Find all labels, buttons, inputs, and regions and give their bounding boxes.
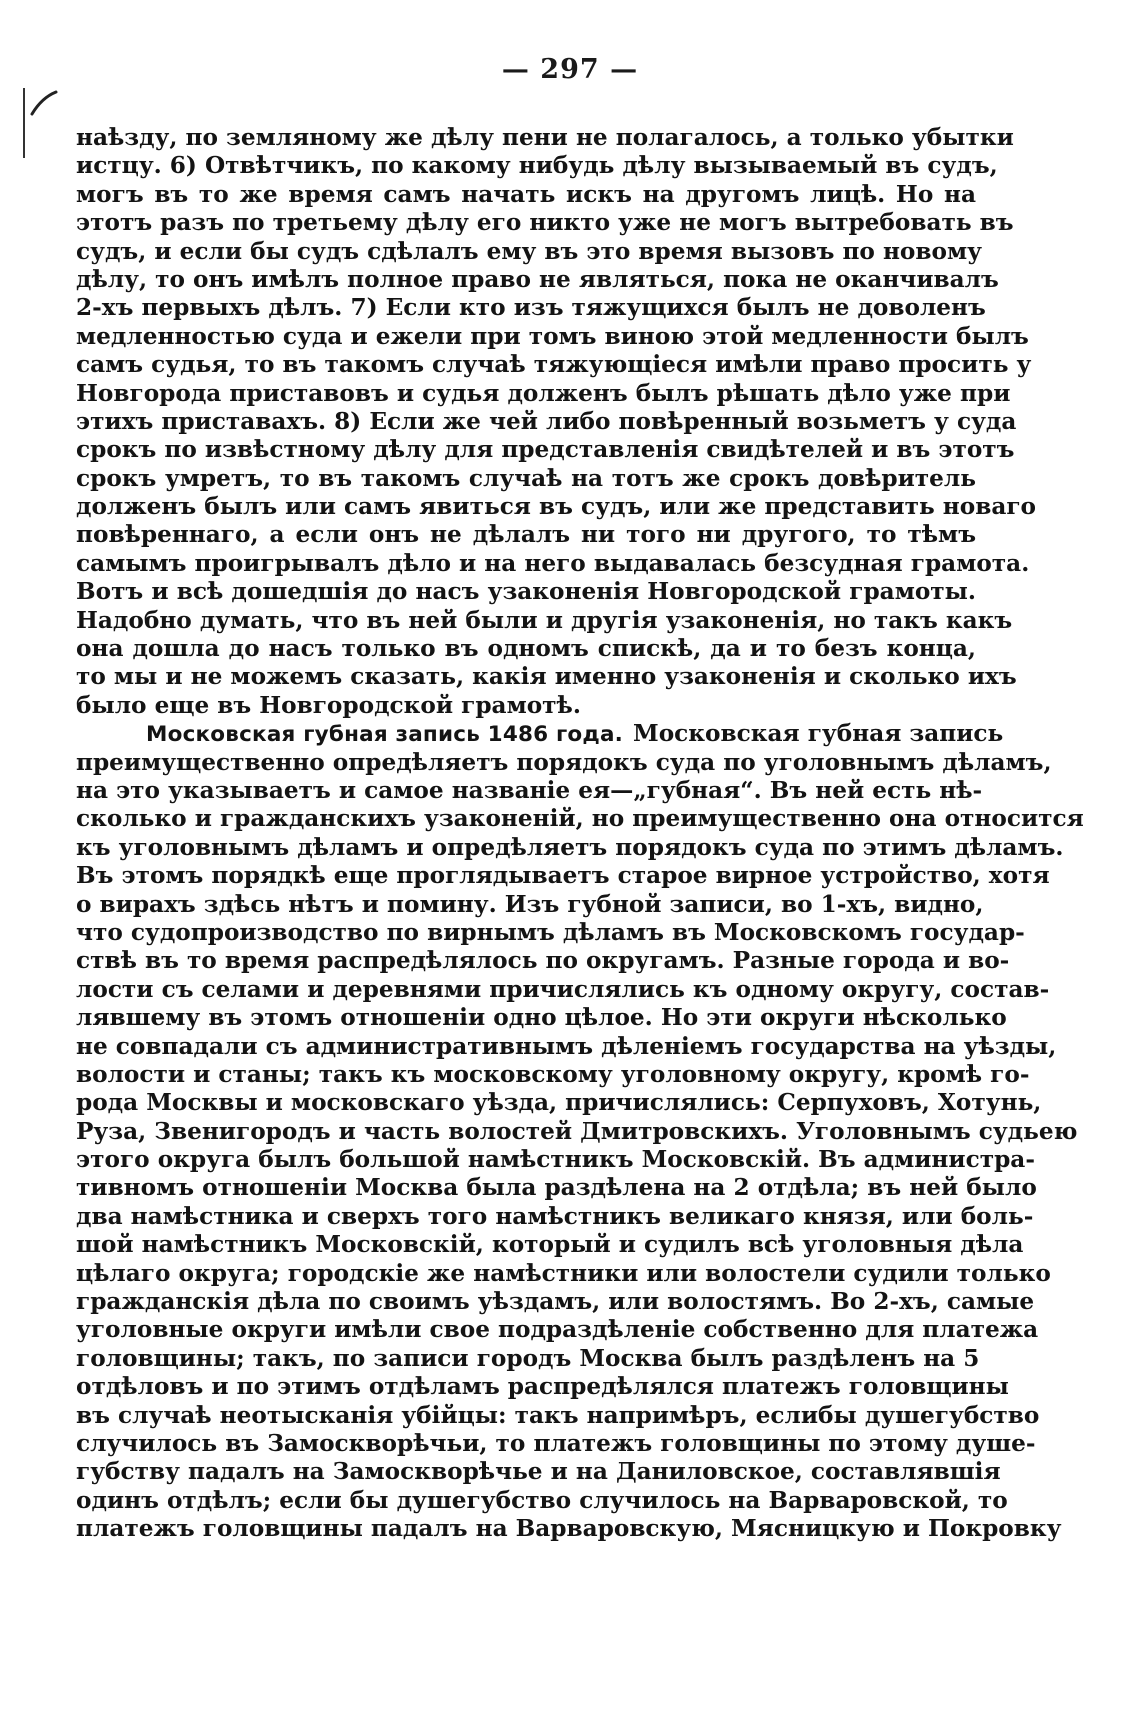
text-line: губству падалъ на Замоскворѣчье и на Даниловское, составлявшія: [76, 1458, 1001, 1486]
text-line: долженъ былъ или самъ явиться въ судъ, или же представить новаго: [76, 493, 1037, 521]
text-line: волости и станы; такъ къ московскому уголовному округу, кромѣ го-: [76, 1060, 1030, 1088]
text-line: рода Москвы и московскаго уѣзда, причислялись: Серпуховъ, Хотунь,: [76, 1089, 1042, 1117]
page-number: — 297 —: [501, 54, 639, 85]
text-line: самъ судья, то въ такомъ случаѣ тяжующіеся имѣли право просить у: [76, 351, 1032, 379]
text-line: на это указываетъ и самое названіе ея—„губная“. Въ ней есть нѣ-: [76, 776, 983, 804]
paragraph-heading-line: [76, 720, 1004, 748]
heading-line-text: Московская губная запись: [633, 720, 1004, 748]
text-line: что судопроизводство по вирнымъ дѣламъ въ Московскомъ государ-: [76, 918, 1025, 946]
text-line: цѣлаго округа; городскіе же намѣстники или волостели судили только: [76, 1259, 1051, 1287]
text-line: Надобно думать, что въ ней были и другія узаконенія, но такъ какъ: [76, 606, 1013, 634]
text-line: 2-хъ первыхъ дѣлъ. 7) Если кто изъ тяжущихся былъ не доволенъ: [76, 294, 986, 322]
text-line: медленностью суда и ежели при томъ виною этой медленности былъ: [76, 322, 1029, 350]
text-line: головщины; такъ, по записи городъ Москва былъ раздѣленъ на 5: [76, 1344, 980, 1372]
text-line: сколько и гражданскихъ узаконеній, но преимущественно она относится: [76, 805, 1084, 833]
text-line: преимущественно опредѣляетъ порядокъ суда по уголовнымъ дѣламъ,: [76, 748, 1052, 776]
text-line: Руза, Звенигородъ и часть волостей Дмитровскихъ. Уголовнымъ судьею: [76, 1117, 1078, 1145]
text-line: было еще въ Новгородской грамотѣ.: [76, 691, 581, 719]
text-line: въ случаѣ неотысканія убійцы: такъ напримѣръ, еслибы душегубство: [76, 1401, 1040, 1429]
text-line: Вотъ и всѣ дошедшія до насъ узаконенія Новгородской грамоты.: [76, 578, 976, 606]
text-line: лости съ селами и деревнями причислялись къ одному округу, состав-: [76, 975, 1050, 1003]
text-line: она дошла до насъ только въ одномъ спискѣ, да и то безъ конца,: [76, 635, 976, 663]
text-line: случилось въ Замоскворѣчьи, то платежъ головщины по этому душе-: [76, 1429, 1036, 1457]
text-line: наѣзду, по земляному же дѣлу пени не полагалось, а только убытки: [76, 124, 1014, 151]
text-line: два намѣстника и сверхъ того намѣстникъ великаго князя, или боль-: [76, 1202, 1034, 1230]
main-text: [76, 124, 1084, 1544]
text-line: шой намѣстникъ Московскій, который и судилъ всѣ уголовныя дѣла: [76, 1231, 1024, 1259]
text-line: самымъ проигрывалъ дѣло и на него выдавалась безсудная грамота.: [76, 549, 1030, 577]
text-line: этихъ приставахъ. 8) Если же чей либо повѣренный возьметъ у суда: [76, 407, 1017, 435]
text-line: повѣреннаго, а если онъ не дѣлалъ ни того ни другого, то тѣмъ: [76, 521, 976, 549]
text-line: о вирахъ здѣсь нѣтъ и помину. Изъ губной записи, во 1-хъ, видно,: [76, 890, 984, 918]
paragraph-moscow-record: [76, 748, 1084, 1544]
text-line: то мы и не можемъ сказать, какія именно узаконенія и сколько ихъ: [76, 663, 1017, 691]
text-line: уголовные округи имѣли свое подраздѣленіе собственно для платежа: [76, 1316, 1039, 1344]
text-line: лявшему въ этомъ отношеніи одно цѣлое. Но эти округи нѣсколько: [76, 1004, 1007, 1032]
text-line: отдѣловъ и по этимъ отдѣламъ распредѣлялся платежъ головщины: [76, 1373, 1009, 1401]
text-line: одинъ отдѣлъ; если бы душегубство случилось на Варваровской, то: [76, 1486, 1008, 1514]
text-line: срокъ по извѣстному дѣлу для представленія свидѣтелей и въ этотъ: [76, 436, 1015, 464]
text-line: срокъ умретъ, то въ такомъ случаѣ на тотъ же срокъ довѣритель: [76, 464, 976, 492]
text-line: могъ въ то же время самъ начать искъ на другомъ лицѣ. Но на: [76, 180, 976, 208]
paragraph-novgorod-charter: [76, 124, 1037, 720]
section-heading: Московская губная запись 1486 года.: [146, 722, 624, 748]
text-line: гражданскія дѣла по своимъ уѣздамъ, или волостямъ. Во 2-хъ, самые: [76, 1288, 1035, 1316]
text-line: судъ, и если бы судъ сдѣлалъ ему въ это время вызовъ по новому: [76, 237, 982, 265]
text-line: платежъ головщины падалъ на Варваровскую, Мясницкую и Покровку: [76, 1515, 1062, 1543]
pencil-mark-icon: [20, 80, 60, 160]
text-line: этотъ разъ по третьему дѣлу его никто уже не могъ вытребовать въ: [76, 209, 1014, 237]
text-line: тивномъ отношеніи Москва была раздѣлена на 2 отдѣла; въ ней было: [76, 1174, 1037, 1202]
text-line: истцу. 6) Отвѣтчикъ, по какому нибудь дѣлу вызываемый въ судъ,: [76, 152, 998, 180]
text-line: Въ этомъ порядкѣ еще проглядываетъ старое вирное устройство, хотя: [76, 862, 1050, 890]
text-line: дѣлу, то онъ имѣлъ полное право не являться, пока не оканчивалъ: [76, 265, 999, 293]
text-line: этого округа былъ большой намѣстникъ Московскій. Въ администра-: [76, 1146, 1035, 1174]
text-line: не совпадали съ административнымъ дѣленіемъ государства на уѣзды,: [76, 1032, 1057, 1060]
text-line: къ уголовнымъ дѣламъ и опредѣляетъ порядокъ суда по этимъ дѣламъ.: [76, 833, 1064, 861]
text-line: ствѣ въ то время распредѣлялось по округамъ. Разные города и во-: [76, 947, 1010, 975]
text-line: Новгорода приставовъ и судья долженъ былъ рѣшать дѣло уже при: [76, 379, 1011, 407]
